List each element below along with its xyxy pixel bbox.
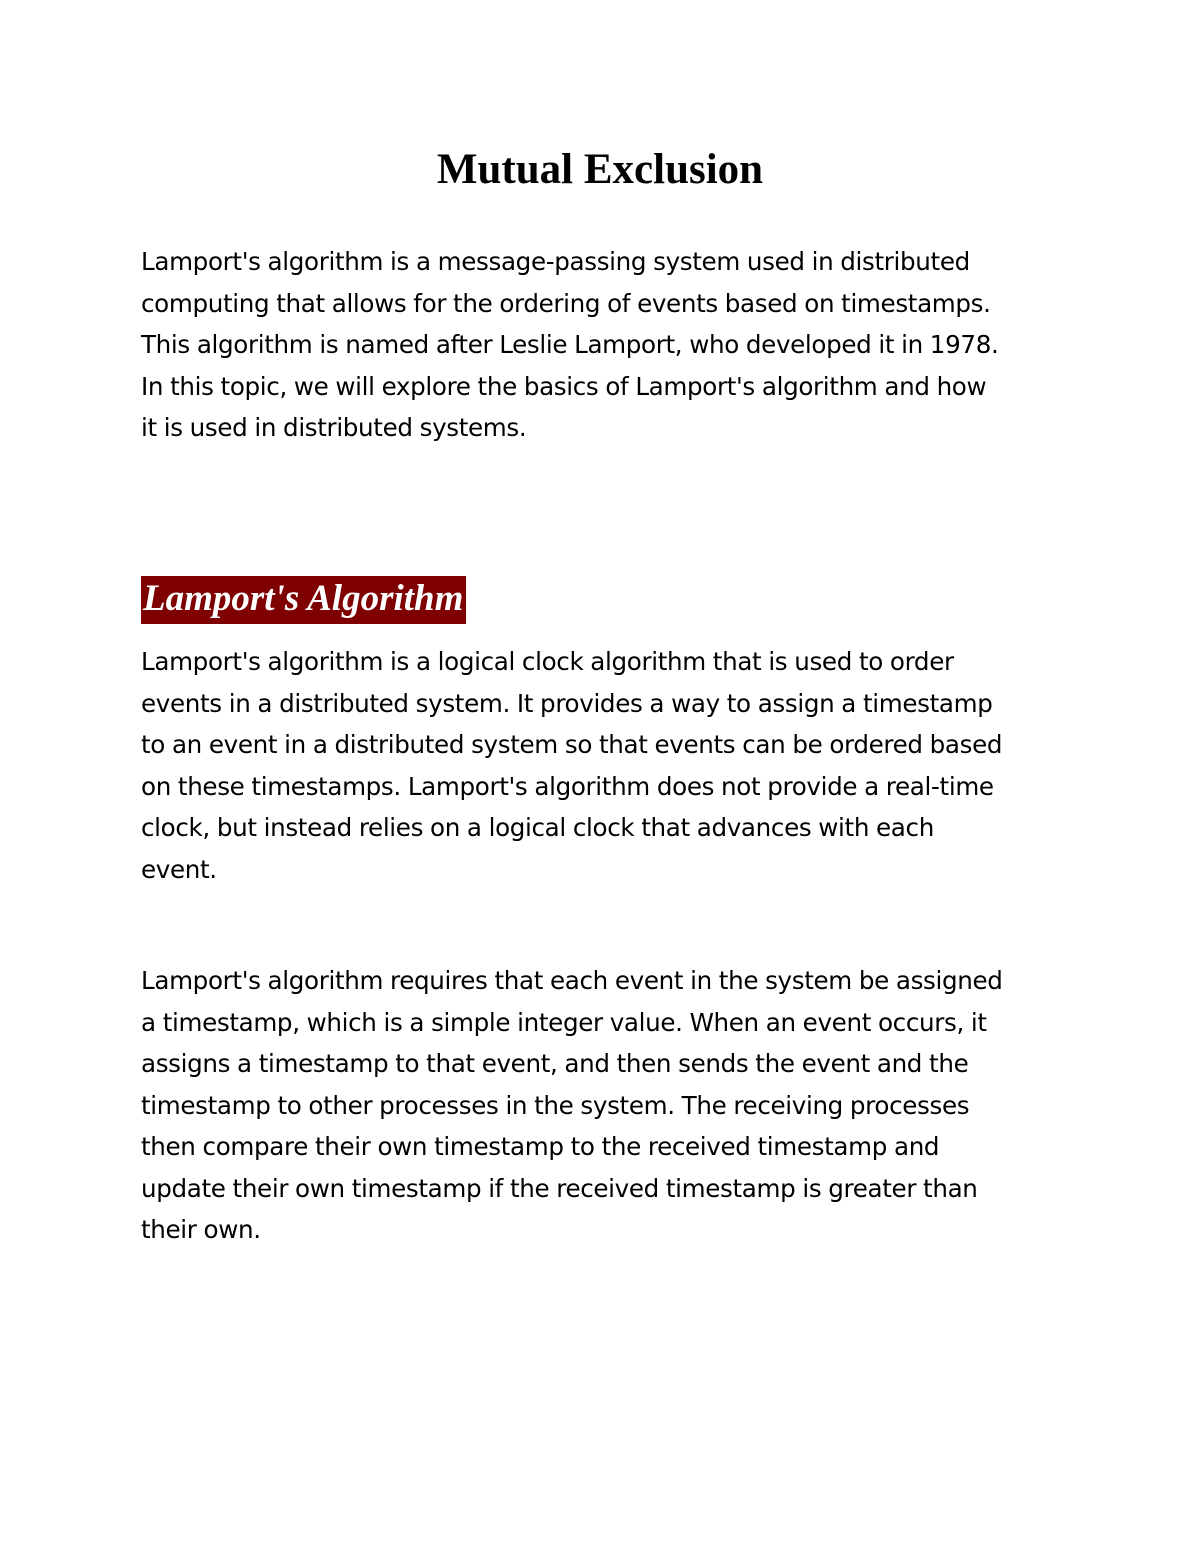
paragraph-line: This algorithm is named after Leslie Lamport, who developed it in 1978. <box>141 330 999 359</box>
intro-paragraph <box>141 241 1071 449</box>
algorithm-paragraph-1 <box>141 641 1071 890</box>
paragraph-line: assigns a timestamp to that event, and then sends the event and the <box>141 1049 969 1078</box>
paragraph-line: on these timestamps. Lamport's algorithm does not provide a real-time <box>141 771 994 801</box>
paragraph-line: their own. <box>141 1215 261 1244</box>
paragraph-line: Lamport's algorithm is a logical clock algorithm that is used to order <box>141 647 954 676</box>
paragraph-line: clock, but instead relies on a logical clock that advances with each <box>141 813 934 842</box>
document-title: Mutual Exclusion <box>436 146 764 193</box>
paragraph-line: In this topic, we will explore the basics of Lamport's algorithm and how <box>141 371 987 401</box>
paragraph-line: then compare their own timestamp to the received timestamp and <box>141 1132 940 1161</box>
algorithm-paragraph-2 <box>141 960 1071 1251</box>
paragraph-line: Lamport's algorithm requires that each event in the system be assigned <box>141 966 1003 995</box>
paragraph-line: a timestamp, which is a simple integer value. When an event occurs, it <box>141 1007 987 1037</box>
paragraph-line: event. <box>141 854 217 884</box>
paragraph-line: events in a distributed system. It provides a way to assign a timestamp <box>141 688 993 718</box>
paragraph-line: it is used in distributed systems. <box>141 413 527 442</box>
section-heading: Lamport's Algorithm <box>141 576 466 624</box>
paragraph-line: Lamport's algorithm is a message-passing system used in distributed <box>141 247 970 276</box>
paragraph-line: computing that allows for the ordering of events based on timestamps. <box>141 288 991 318</box>
paragraph-line: timestamp to other processes in the system. The receiving processes <box>141 1090 970 1120</box>
paragraph-line: to an event in a distributed system so that events can be ordered based <box>141 730 1003 759</box>
paragraph-line: update their own timestamp if the received timestamp is greater than <box>141 1173 978 1203</box>
